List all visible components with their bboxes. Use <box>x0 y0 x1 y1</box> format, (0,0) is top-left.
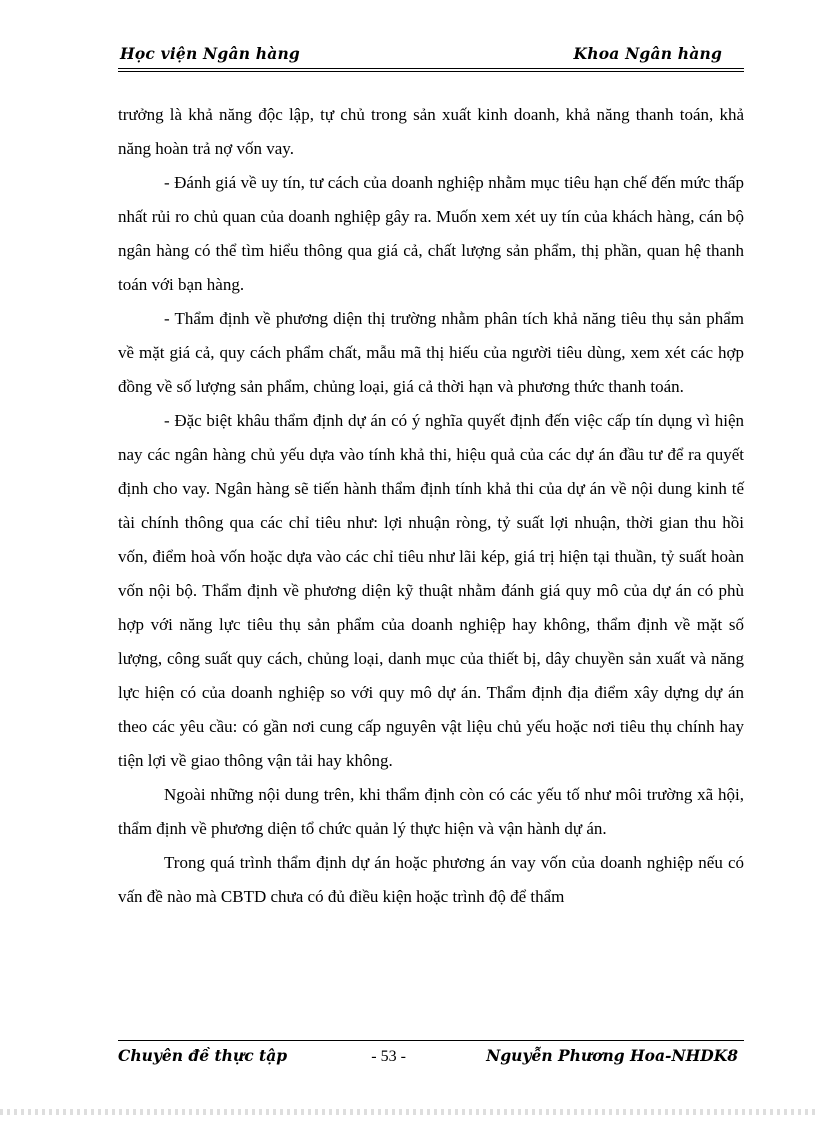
paragraph: - Đánh giá về uy tín, tư cách của doanh nghiệp nhằm mục tiêu hạn chế đến mức thấp nhất rủi ro chủ quan của doanh nghiệp gây ra. Muốn xem xét uy tín của khách hàng, cán bộ ngân hàng có thể tìm hiểu thông qua giá cả, chất lượng sản phẩm, thị phần, quan hệ thanh toán với bạn hàng. <box>118 172 744 294</box>
scan-edge-artifact <box>0 1109 816 1115</box>
footer-title: Chuyên đề thực tập <box>118 1046 288 1065</box>
body-text <box>118 98 744 914</box>
document-header <box>118 44 744 67</box>
paragraph: trưởng là khả năng độc lập, tự chủ trong sản xuất kinh doanh, khả năng thanh toán, khả năng hoàn trả nợ vốn vay. <box>118 104 744 158</box>
page-content <box>118 44 744 914</box>
header-divider <box>118 68 744 72</box>
footer-divider <box>118 1040 744 1041</box>
paragraph: Trong quá trình thẩm định dự án hoặc phương án vay vốn của doanh nghiệp nếu có vấn đề nào mà CBTD chưa có đủ điều kiện hoặc trình độ để thẩm <box>118 852 744 906</box>
paragraph: - Thẩm định về phương diện thị trường nhằm phân tích khả năng tiêu thụ sản phẩm về mặt giá cả, quy cách phẩm chất, mẫu mã thị hiếu của người tiêu dùng, xem xét các hợp đồng về số lượng sản phẩm, chủng loại, giá cả thời hạn và phương thức thanh toán. <box>118 308 744 396</box>
paragraph: - Đặc biệt khâu thẩm định dự án có ý nghĩa quyết định đến việc cấp tín dụng vì hiện nay các ngân hàng chủ yếu dựa vào tính khả thi, hiệu quả của các dự án đầu tư để ra quyết định cho vay. Ngân hàng sẽ tiến hành thẩm định tính khả thi của dự án về nội dung kinh tế tài chính thông qua các chỉ tiêu như: lợi nhuận ròng, tỷ suất lợi nhuận, thời gian thu hồi vốn, điểm hoà vốn hoặc dựa vào các chỉ tiêu như lãi kép, giá trị hiện tại thuần, tỷ suất hoàn vốn nội bộ. Thẩm định về phương diện kỹ thuật nhằm đánh giá quy mô của dự án có phù hợp với năng lực tiêu thụ sản phẩm của doanh nghiệp hay không, thẩm định về mặt số lượng, công suất quy cách, chủng loại, danh mục của thiết bị, dây chuyền sản xuất và năng lực hiện có của doanh nghiệp so với quy mô dự án. Thẩm định địa điểm xây dựng dự án theo các yêu cầu: có gần nơi cung cấp nguyên vật liệu chủ yếu hoặc nơi tiêu thụ chính hay tiện lợi về giao thông vận tải hay không. <box>118 410 744 770</box>
paragraph: Ngoài những nội dung trên, khi thẩm định còn có các yếu tố như môi trường xã hội, thẩm định về phương diện tổ chức quản lý thực hiện và vận hành dự án. <box>118 784 744 838</box>
document-footer <box>118 1040 744 1066</box>
page-number: - 53 - <box>371 1048 406 1065</box>
header-institution: Học viện Ngân hàng <box>120 44 300 63</box>
header-faculty: Khoa Ngân hàng <box>573 44 722 63</box>
footer-author: Nguyễn Phương Hoa-NHDK8 <box>486 1046 738 1065</box>
